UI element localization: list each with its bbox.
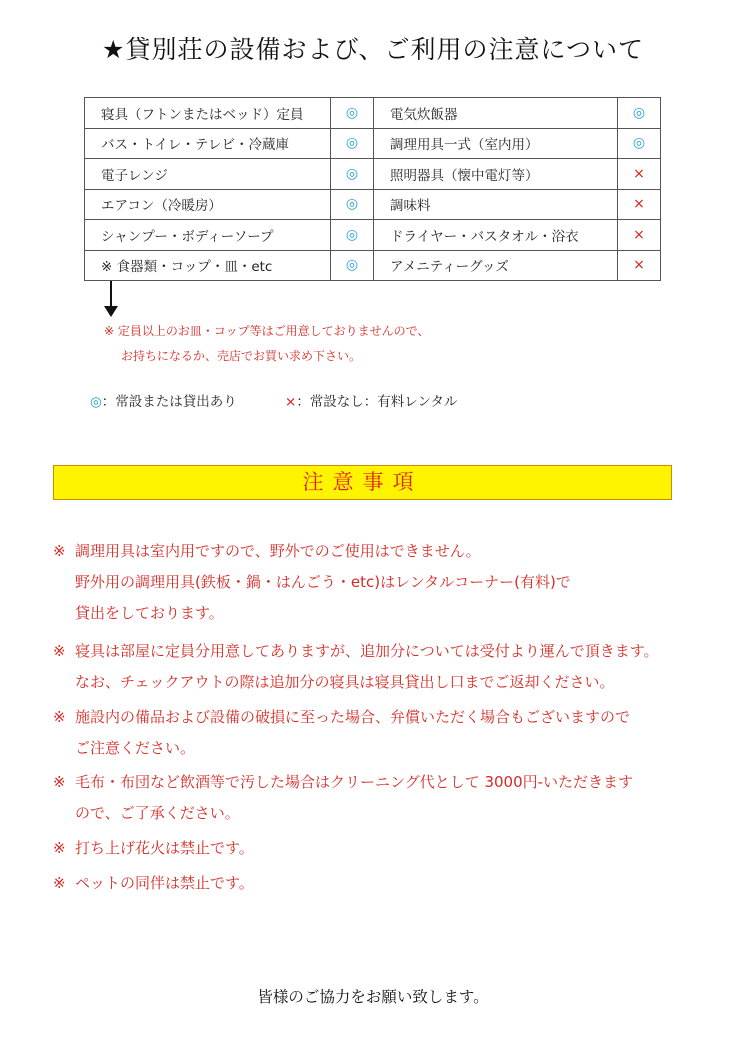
notice-text: 施設内の備品および設備の破損に至った場合、弁償いただく場合もございますので xyxy=(75,708,631,726)
legend-available-text: ：常設または貸出あり xyxy=(101,394,237,410)
equipment-item-name: 照明器具（懐中電灯等） xyxy=(374,159,618,190)
availability-mark: ◎ xyxy=(331,159,374,190)
equipment-row xyxy=(85,189,661,220)
availability-mark: ◎ xyxy=(618,128,661,159)
equipment-row xyxy=(85,159,661,190)
equipment-row xyxy=(85,98,661,129)
notice-banner: 注意事項 xyxy=(53,465,672,500)
notice-line: ので、ご了承ください。 xyxy=(75,804,240,822)
notice-line xyxy=(53,702,733,733)
equipment-row xyxy=(85,250,661,281)
down-arrow-icon xyxy=(104,306,118,317)
availability-mark: × xyxy=(618,250,661,281)
dish-note-line-2: お持ちになるか、売店でお買い求め下さい。 xyxy=(121,349,362,363)
reference-mark: ※ xyxy=(53,773,66,791)
equipment-item-name: 調理用具一式（室内用） xyxy=(374,128,618,159)
legend-available xyxy=(90,390,237,410)
equipment-item-name: 電気炊飯器 xyxy=(374,98,618,129)
dish-note-line-1: ※ 定員以上のお皿・コップ等はご用意しておりませんので、 xyxy=(104,324,430,338)
double-circle-icon: ◎ xyxy=(90,394,102,410)
notice-item xyxy=(53,868,733,899)
equipment-item-name: 寝具（フトンまたはベッド）定員 xyxy=(85,98,331,129)
reference-mark: ※ xyxy=(53,642,66,660)
availability-mark: ◎ xyxy=(618,98,661,129)
legend-rental-text: ：常設なし：有料レンタル xyxy=(296,394,458,410)
legend-rental xyxy=(285,390,457,410)
notice-line xyxy=(53,636,733,667)
reference-mark: ※ xyxy=(53,874,66,892)
availability-mark: × xyxy=(618,189,661,220)
notice-text: 寝具は部屋に定員分用意してありますが、追加分については受付より運んで頂きます。 xyxy=(75,642,659,660)
notice-text: 打ち上げ花火は禁止です。 xyxy=(75,839,254,857)
notice-text: ペットの同伴は禁止です。 xyxy=(75,874,254,892)
reference-mark: ※ xyxy=(53,542,66,560)
notice-line: ご注意ください。 xyxy=(75,739,196,757)
equipment-item-name: シャンプー・ボディーソープ xyxy=(85,220,331,251)
notice-item xyxy=(53,702,733,764)
notice-item xyxy=(53,767,733,829)
notice-item xyxy=(53,636,733,698)
notice-item xyxy=(53,536,733,629)
equipment-item-name: バス・トイレ・テレビ・冷蔵庫 xyxy=(85,128,331,159)
availability-mark: × xyxy=(618,220,661,251)
notice-line: 貸出をしております。 xyxy=(75,604,224,622)
notice-line: なお、チェックアウトの際は追加分の寝具は寝具貸出し口までご返却ください。 xyxy=(75,673,615,691)
down-arrow-line xyxy=(110,281,112,309)
notice-item xyxy=(53,833,733,864)
equipment-item-name: 調味料 xyxy=(374,189,618,220)
notice-line xyxy=(53,767,733,798)
notice-text: 毛布・布団など飲酒等で汚した場合はクリーニング代として 3000円-いただきます xyxy=(75,773,634,791)
equipment-item-name: ※ 食器類・コップ・皿・etc xyxy=(85,250,331,281)
availability-mark: ◎ xyxy=(331,128,374,159)
closing-message: 皆様のご協力をお願い致します。 xyxy=(257,988,489,1006)
availability-mark: ◎ xyxy=(331,250,374,281)
notice-line xyxy=(53,868,733,899)
availability-mark: × xyxy=(618,159,661,190)
equipment-item-name: アメニティーグッズ xyxy=(374,250,618,281)
equipment-item-name: ドライヤー・バスタオル・浴衣 xyxy=(374,220,618,251)
cross-icon: × xyxy=(285,394,297,410)
equipment-item-name: 電子レンジ xyxy=(85,159,331,190)
availability-mark: ◎ xyxy=(331,189,374,220)
notice-line: 野外用の調理用具(鉄板・鍋・はんごう・etc)はレンタルコーナー(有料)で xyxy=(75,573,571,591)
equipment-table xyxy=(84,97,661,281)
availability-mark: ◎ xyxy=(331,220,374,251)
notice-line xyxy=(53,833,733,864)
availability-mark: ◎ xyxy=(331,98,374,129)
page-title: ★貸別荘の設備および、ご利用の注意について xyxy=(102,35,644,64)
reference-mark: ※ xyxy=(53,708,66,726)
equipment-row xyxy=(85,220,661,251)
notice-text: 調理用具は室内用ですので、野外でのご使用はできません。 xyxy=(75,542,481,560)
reference-mark: ※ xyxy=(53,839,66,857)
equipment-row xyxy=(85,128,661,159)
equipment-item-name: エアコン（冷暖房） xyxy=(85,189,331,220)
notice-line xyxy=(53,536,733,567)
